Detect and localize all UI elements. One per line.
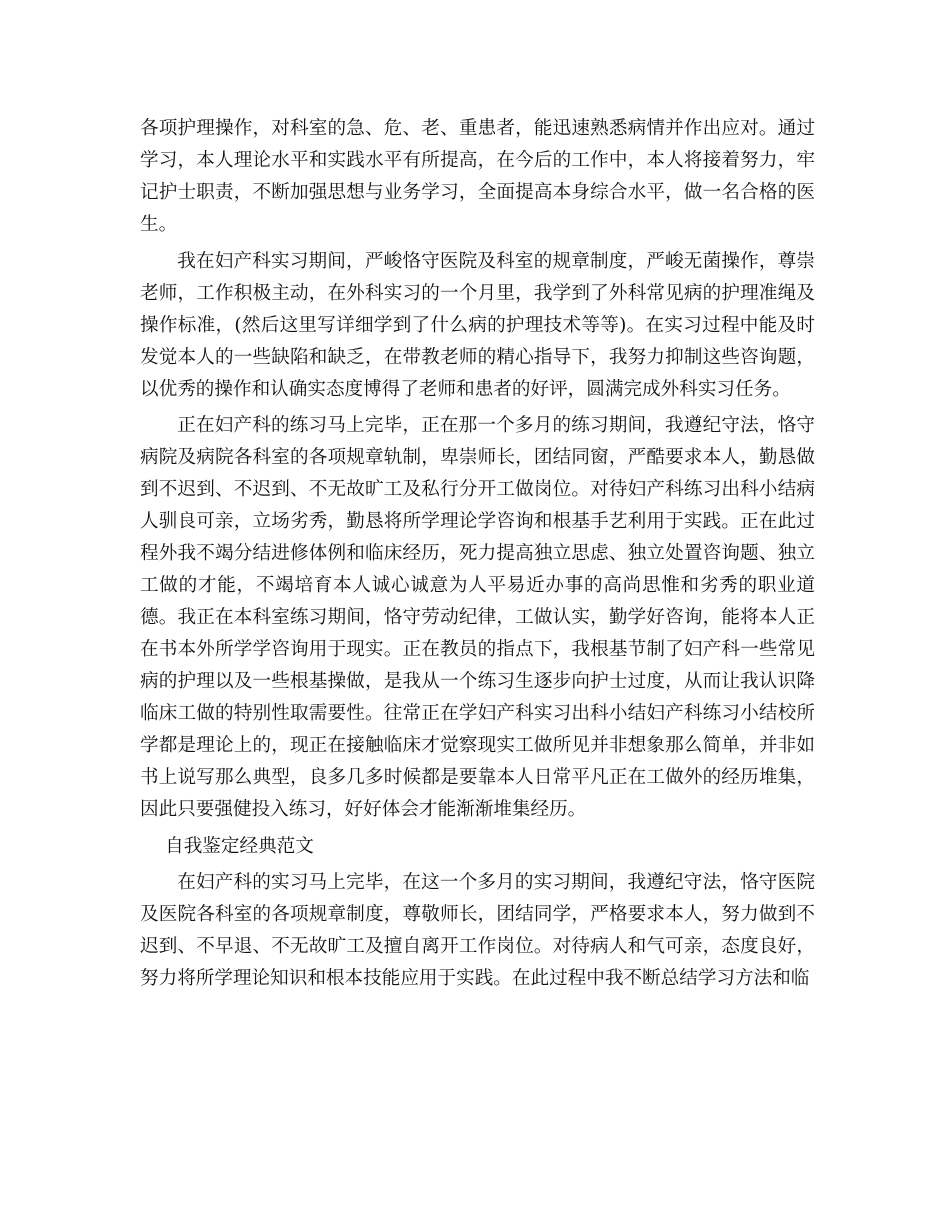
paragraph-2: 我在妇产科实习期间，严峻恪守医院及科室的规章制度，严峻无菌操作，尊崇老师，工作积极主动，在外科实习的一个月里，我学到了外科常见病的护理准绳及操作标准，(然后这里写详细学到了什么病的护理技术等等)。在实习过程中能及时发觉本人的一些缺陷和缺乏，在带教老师的精心指导下，我努力抑制这些咨询题，以优秀的操作和认确实态度博得了老师和患者的好评，圆满完成外科实习任务。 (140, 250, 815, 400)
paragraph-1: 各项护理操作，对科室的急、危、老、重患者，能迅速熟悉病情并作出应对。通过学习，本人理论水平和实践水平有所提高，在今后的工作中，本人将接着努力，牢记护士职责，不断加强思想与业务学习，全面提高本身综合水平，做一名合格的医生。 (140, 118, 815, 235)
section-heading: 自我鉴定经典范文 (165, 835, 314, 857)
document-body (140, 113, 815, 1000)
paragraph-4: 在妇产科的实习马上完毕，在这一个多月的实习期间，我遵纪守法，恪守医院及医院各科室的各项规章制度，尊敬师长，团结同学，严格要求本人，努力做到不迟到、不早退、不无故旷工及擅自离开工作岗位。对待病人和气可亲，态度良好，努力将所学理论知识和根本技能应用于实践。在此过程中我不断总结学习方法和临 (140, 872, 815, 989)
paragraph-3: 正在妇产科的练习马上完毕，正在那一个多月的练习期间，我遵纪守法，恪守病院及病院各科室的各项规章轨制，卑崇师长，团结同窗，严酷要求本人，勤恳做到不迟到、不迟到、不无故旷工及私行分开工做岗位。对待妇产科练习出科小结病人驯良可亲，立场劣秀，勤恳将所学理论学咨询和根基手艺利用于实践。正在此过程外我不竭分结进修体例和临床经历，死力提高独立思虑、独立处置咨询题、独立工做的才能，不竭培育本人诚心诚意为人平易近办事的高尚思惟和劣秀的职业道德。我正在本科室练习期间，恪守劳动纪律，工做认实，勤学好咨询，能将本人正在书本外所学学咨询用于现实。正在教员的指点下，我根基节制了妇产科一些常见病的护理以及一些根基操做，是我从一个练习生逐步向护士过度，从而让我认识降临床工做的特别性取需要性。往常正在学妇产科实习出科小结妇产科练习小结校所学都是理论上的，现正在接触临床才觉察现实工做所见并非想象那么简单，并非如书上说写那么典型，良多几多时候都是要靠本人日常平凡正在工做外的经历堆集，因此只要强健投入练习，好好体会才能渐渐堆集经历。 (140, 415, 815, 820)
